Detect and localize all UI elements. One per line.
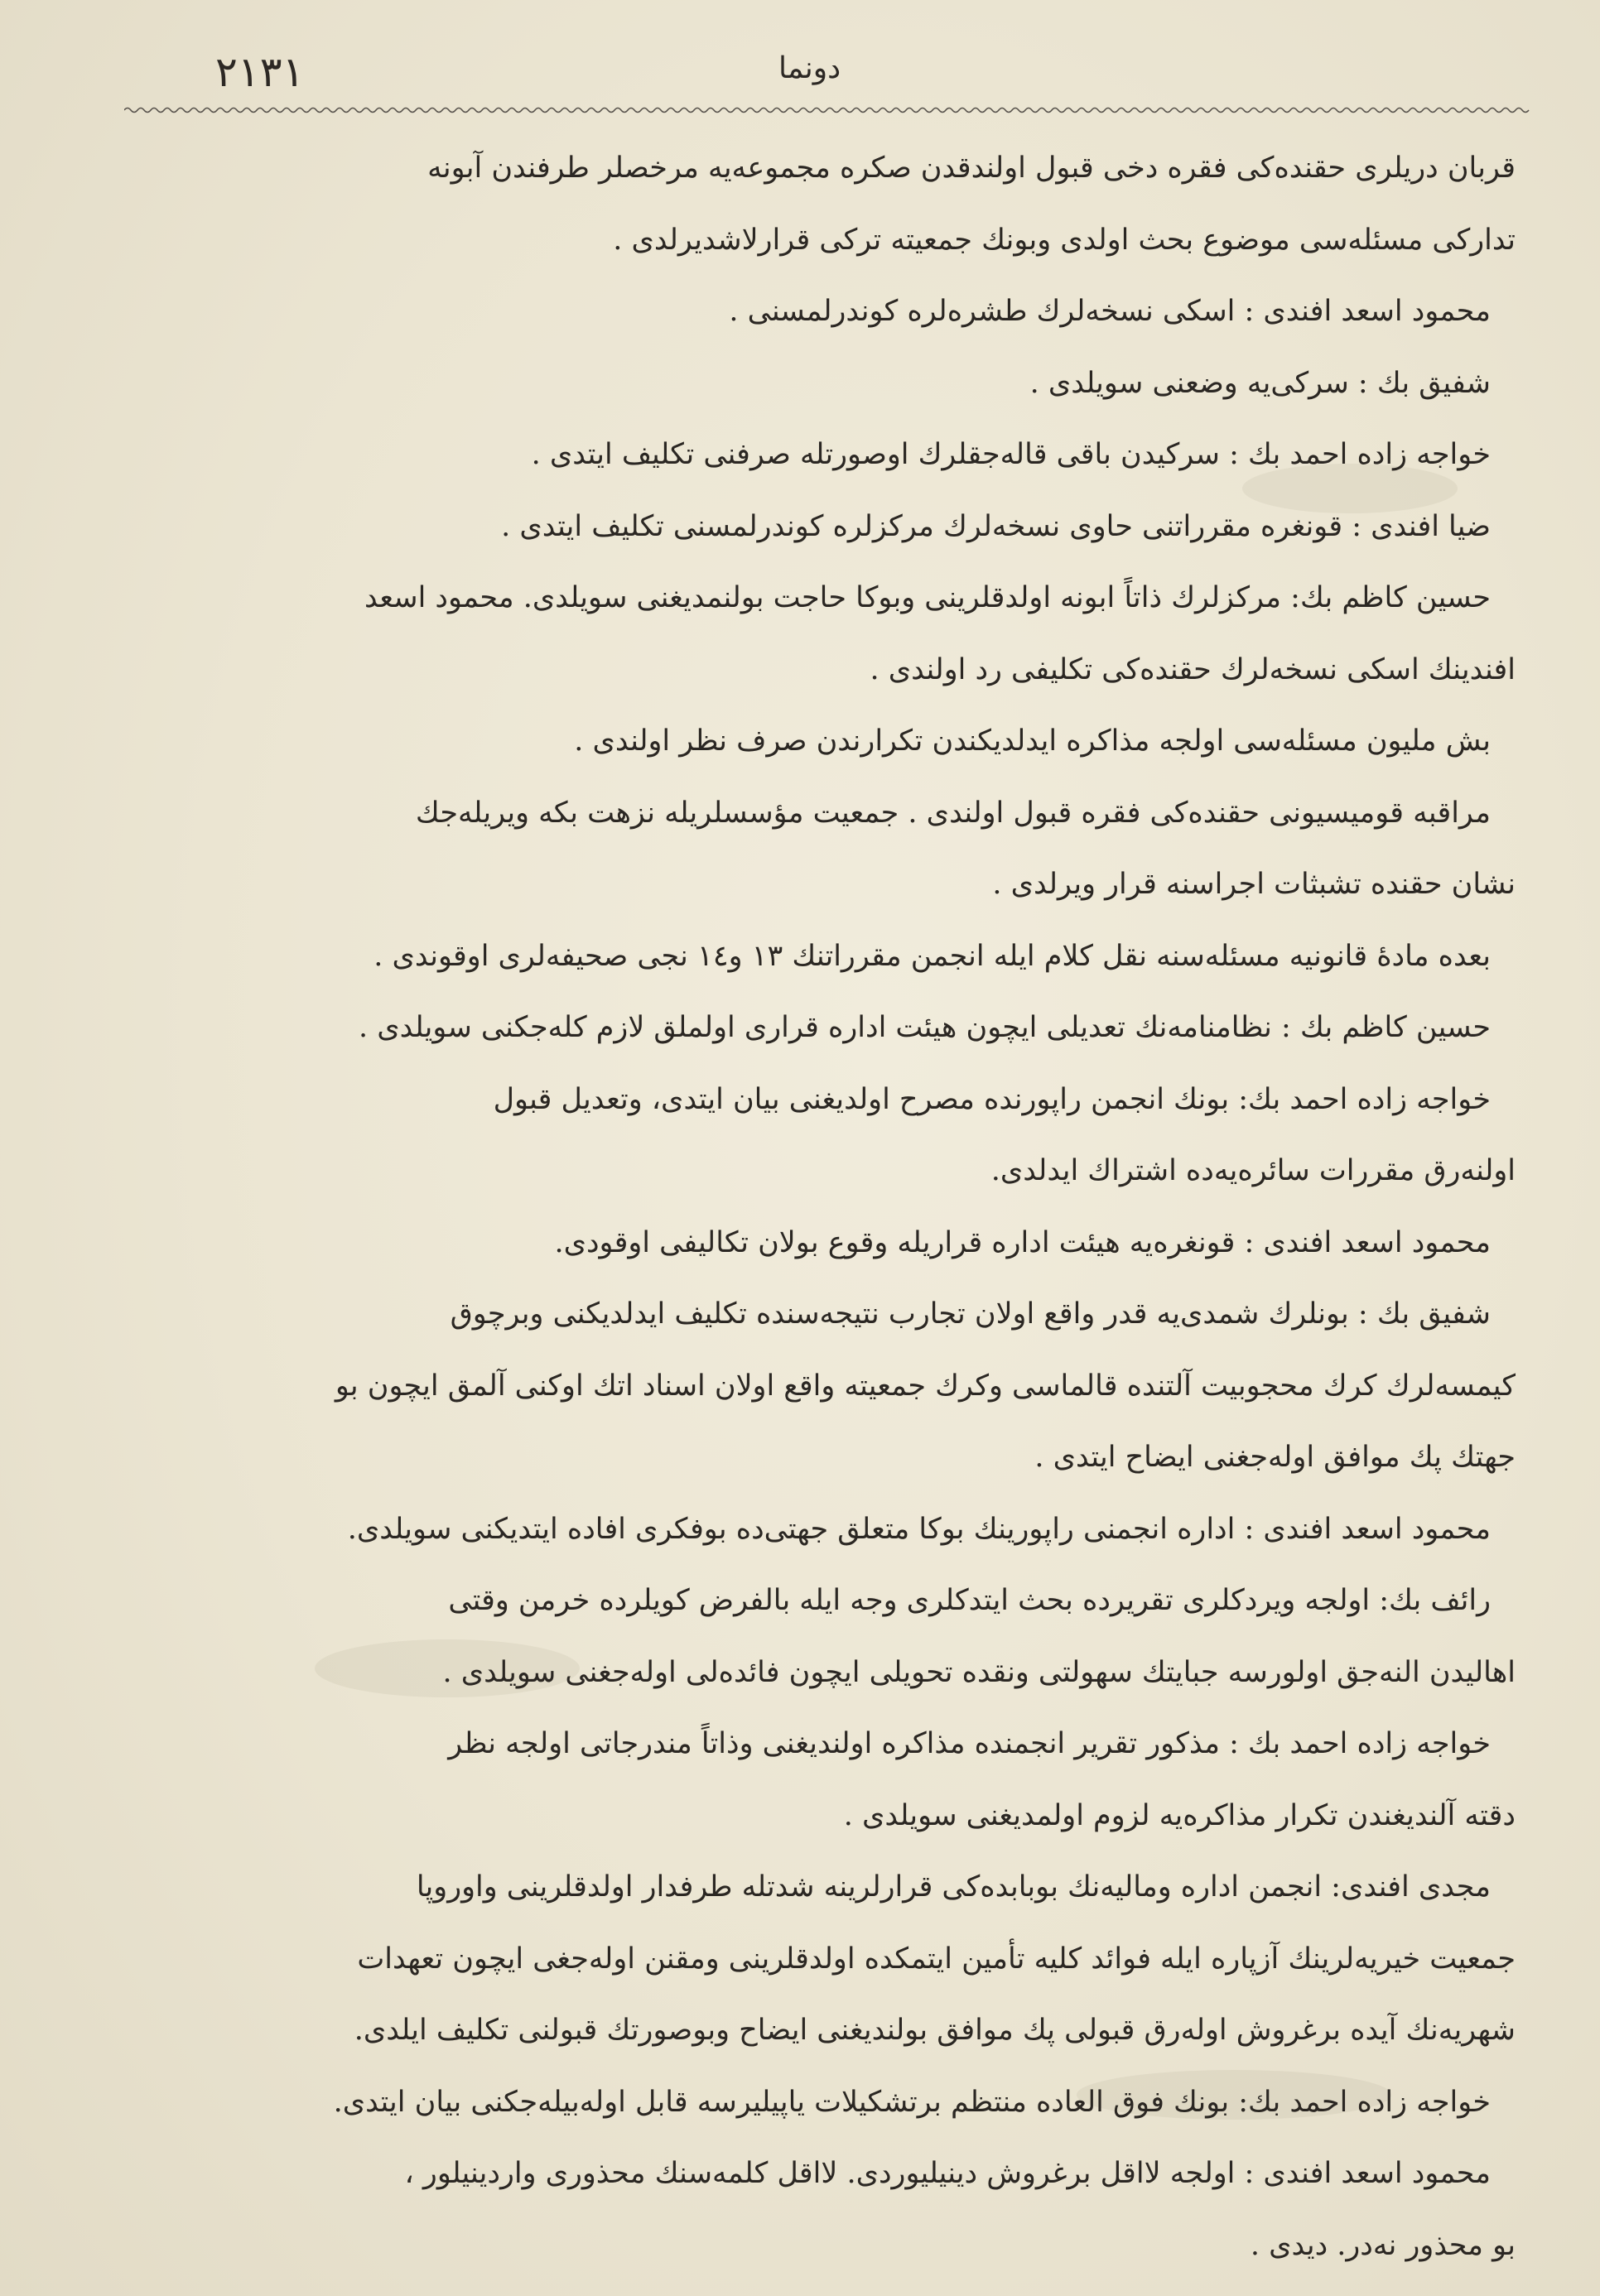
text-line: جمعیت خیریه‌لرینك آزپاره ایله فوائد کلیه تأمین ایتمکده اولدقلرینی ومقنن اوله‌جغی ایچون تعهدات: [357, 1942, 1516, 1976]
text-line: محمود اسعد افندی : اولجه لااقل برغروش دینیلیوردی. لااقل کلمه‌سنك محذوری واردینیلور ،: [404, 2157, 1491, 2190]
text-line: مراقبه قومیسیونی حقنده‌کی فقره قبول اولندی . جمعیت مؤسسلریله نزهت بکه ویریله‌جك: [415, 796, 1491, 830]
text-line: محمود اسعد افندی : اسکی نسخه‌لرك طشره‌لره کوندرلمسنی .: [729, 295, 1491, 328]
text-line: بو محذور نه‌در. دیدی .: [1250, 2228, 1516, 2262]
text-line: خواجه زاده احمد بك : سرکیدن باقی قاله‌جقلرك اوصورتله صرفنی تکلیف ایتدی .: [531, 438, 1491, 471]
text-line: رائف بك: اولجه ویردکلری تقریرده بحث ایتدکلری وجه ایله بالفرض کویلرده خرمن وقتی: [448, 1584, 1491, 1617]
text-line: کیمسه‌لرك کرك محجوبیت آلتنده قالماسی وکرك جمعیته واقع اولان اسناد اتك اوکنی آلمق ایچون بو: [335, 1369, 1516, 1403]
text-line: مجدی افندی: انجمن اداره ومالیه‌نك بوبابده‌کی قرارلرینه شدتله طرفدار اولدقلرینی واوروپا: [416, 1870, 1491, 1904]
text-line: اولنه‌رق مقررات سائره‌یه‌ده اشتراك ایدلدی.: [990, 1154, 1516, 1187]
text-line: ضیا افندی : قونغره مقرراتنی حاوی نسخه‌لرك مرکزلره کوندرلمسنی تکلیف ایتدی .: [501, 509, 1491, 543]
text-line: دقته آلندیغندن تکرار مذاکره‌یه لزوم اولمدیغنی سویلدی .: [843, 1798, 1516, 1832]
text-line: بعده مادهٔ قانونیه مسئله‌سنه نقل کلام ایله انجمن مقرراتنك ١٣ و١٤ نجی صحیفه‌لری اوقوندی .: [373, 939, 1491, 973]
text-line: اهالیدن النه‌جق اولورسه جبایتك سهولتی ونقده تحویلی ایچون فائده‌لی اوله‌جغنی سویلدی .: [442, 1655, 1516, 1689]
text-line: خواجه زاده احمد بك: بونك فوق العاده منتظم برتشکیلات یاپیلیرسه قابل اوله‌بیله‌جکنی بیان ایتدی.: [333, 2085, 1491, 2119]
text-line: بش ملیون مسئله‌سی اولجه مذاکره ایدلدیکندن تکرارندن صرف نظر اولندی .: [574, 724, 1491, 758]
text-line: حسین کاظم بك: مرکزلرك ذاتاً ابونه اولدقلرینی وبوکا حاجت بولنمدیغنی سویلدی. محمود اسعد: [364, 581, 1491, 614]
page-header: [124, 31, 1516, 98]
text-line: شهریه‌نك آیده برغروش اوله‌رق قبولی پك موافق بولندیغنی ایضاح وبوصورتك قبولنی تکلیف ایلدی.: [354, 2014, 1516, 2047]
text-line: محمود اسعد افندی : قونغره‌یه هیئت اداره قراریله وقوع بولان تکالیفی اوقودی.: [554, 1225, 1491, 1259]
body-text: [141, 132, 1516, 2281]
text-line: محمود اسعد افندی : اداره انجمنی راپورینك بوکا متعلق جهتی‌ده بوفکری افاده ایتدیکنی سویلدی.: [347, 1512, 1491, 1546]
text-line: شفیق بك : بونلرك شمدی‌یه قدر واقع اولان تجارب نتیجه‌سنده تکلیف ایدلدیکنی وبرچوق: [450, 1297, 1491, 1331]
text-line: حسین کاظم بك : نظامنامه‌نك تعدیلی ایچون هیئت اداره قراری اولملق لازم کله‌جکنی سویلدی .: [359, 1011, 1491, 1044]
text-line: خواجه زاده احمد بك: بونك انجمن راپورنده مصرح اولدیغنی بیان ایتدی، وتعدیل قبول: [493, 1082, 1491, 1116]
text-line: جهتك پك موافق اوله‌جغنی ایضاح ایتدی .: [1034, 1441, 1516, 1474]
text-line: نشان حقنده تشبثات اجراسنه قرار ویرلدی .: [992, 868, 1516, 901]
running-title: دونما: [778, 51, 841, 85]
text-line: شفیق بك : سرکی‌یه وضعنی سویلدی .: [1029, 366, 1491, 400]
text-line: تدارکی مسئله‌سی موضوع بحث اولدی وبونك جمعیته ترکی قرارلاشدیرلدی .: [613, 223, 1516, 257]
text-line: خواجه زاده احمد بك : مذکور تقریر انجمنده مذاکره اولندیغنی وذاتاً مندرجاتی اولجه نظر: [448, 1727, 1491, 1760]
page-number: ٢١٣١: [215, 48, 305, 96]
text-line: قربان دریلری حقنده‌کی فقره دخی قبول اولندقدن صکره مجموعه‌یه مرخصلر طرفندن آبونه: [427, 152, 1516, 185]
text-line: افندینك اسکی نسخه‌لرك حقنده‌کی تکلیفی رد اولندی .: [870, 652, 1516, 686]
header-rule: [124, 106, 1532, 114]
